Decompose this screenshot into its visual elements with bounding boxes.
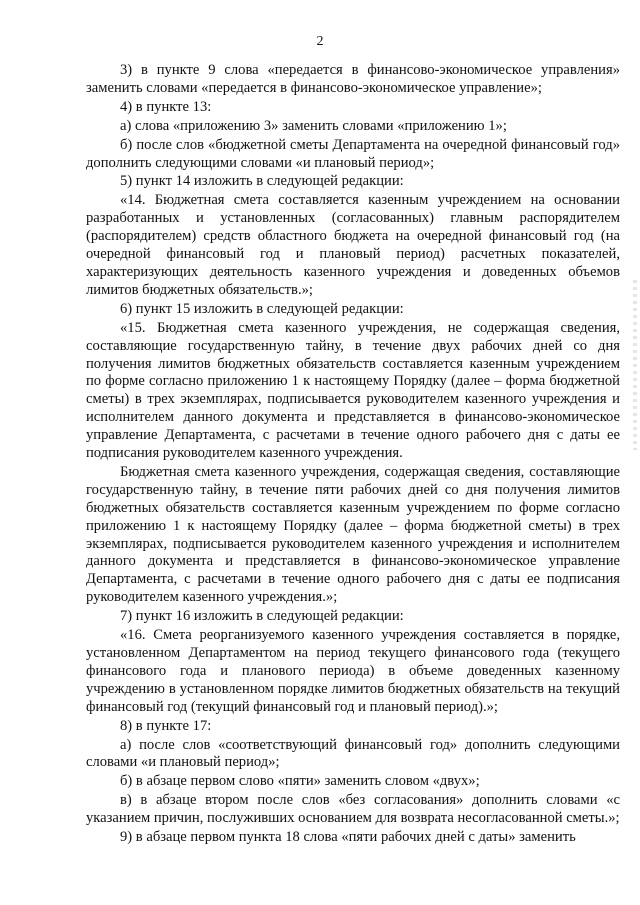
paragraph: «14. Бюджетная смета составляется казенным учреждением на основании разработанных и установленных (согласованных) главным распорядителем (распорядителем) средств областного бюджета на очередной финансовый год (на очередной финансовый год и плановый период) расчетных показателей, характеризующих деятельность казенного учреждения и доведенных объемов лимитов бюджетных обязательств.»; bbox=[86, 192, 620, 298]
paragraph: 8) в пункте 17: bbox=[120, 717, 212, 734]
page-number: 2 bbox=[316, 34, 324, 49]
paragraph: «16. Смета реорганизуемого казенного учреждения составляется в порядке, установленном Департаментом на период текущего финансового года (текущего финансового года и планового периода) в объеме доведенных казенному учреждению в установленном порядке лимитов бюджетных обязательств на текущий финансовый год (текущий финансовый год и плановый период).»; bbox=[86, 627, 620, 715]
paragraph: б) после слов «бюджетной сметы Департамента на очередной финансовый год» дополнить следующими словами «и плановый период»; bbox=[86, 136, 620, 171]
paragraph: в) в абзаце втором после слов «без согласования» дополнить словами «с указанием причин, послуживших основанием для возврата несогласованной сметы.»; bbox=[86, 792, 620, 827]
paragraph: 3) в пункте 9 слова «передается в финансово-экономическое управления» заменить словами «передается в финансово-экономическое управление»; bbox=[86, 62, 620, 96]
paragraph: 6) пункт 15 изложить в следующей редакции: bbox=[120, 300, 404, 317]
paragraph: а) слова «приложению 3» заменить словами «приложению 1»; bbox=[120, 117, 507, 134]
scan-edge-mark bbox=[633, 280, 637, 450]
paragraph: Бюджетная смета казенного учреждения, содержащая сведения, составляющие государственную тайну, в течение пяти рабочих дней со дня получения лимитов бюджетных обязательств составляется казенным учреждением по форме согласно приложению 1 к настоящему Порядку (далее – форма бюджетной сметы) в трех экземплярах, подписывается руководителем казенного учреждения и исполнителем данного документа и представляется в финансово-экономическое управление Департамента, с расчетами в течение одного рабочего дня с даты ее подписания руководителем казенного учреждения.»; bbox=[86, 463, 620, 606]
paragraph: 9) в абзаце первом пункта 18 слова «пяти рабочих дней с даты» заменить bbox=[120, 829, 576, 846]
paragraph: 4) в пункте 13: bbox=[120, 98, 212, 115]
paragraph: 5) пункт 14 изложить в следующей редакции: bbox=[120, 173, 404, 190]
paragraph: «15. Бюджетная смета казенного учреждения, не содержащая сведения, составляющие государственную тайну, в течение двух рабочих дней со дня получения лимитов бюджетных обязательств составляется казенным учреждением по форме согласно приложению 1 к настоящему Порядку (далее – форма бюджетной сметы) в трех экземплярах, подписывается руководителем казенного учреждения и исполнителем данного документа и представляется в финансово-экономическое управление Департамента, с расчетами в течение одного рабочего дня с даты ее подписания руководителем казенного учреждения. bbox=[86, 319, 620, 462]
paragraph: 7) пункт 16 изложить в следующей редакции: bbox=[120, 608, 404, 625]
document-body bbox=[86, 62, 620, 847]
paragraph: а) после слов «соответствующий финансовый год» дополнить следующими словами «и плановый период»; bbox=[86, 736, 620, 771]
paragraph: б) в абзаце первом слово «пяти» заменить словом «двух»; bbox=[120, 773, 480, 790]
